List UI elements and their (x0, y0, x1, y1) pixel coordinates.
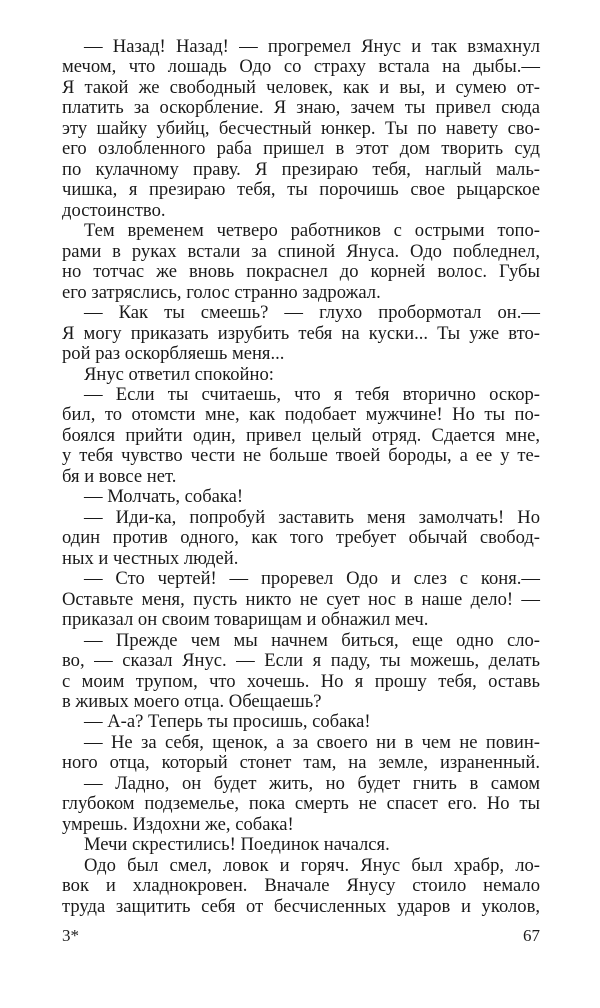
text-line: его затряслись, голос странно задрожал. (62, 281, 381, 303)
text-line: — Ладно, он будет жить, но будет гнить в самом (84, 772, 540, 794)
text-line: Тем временем четверо работников с острыми топо- (84, 220, 540, 242)
signature-mark: 3* (62, 926, 79, 945)
text-line: в живых моего отца. Обещаешь? (62, 691, 322, 712)
text-line: Янус ответил спокойно: (84, 363, 274, 385)
text-line: — Прежде чем мы начнем биться, еще одно сло- (84, 629, 540, 651)
text-line: — Как ты смеешь? — глухо пробормотал он.— (84, 302, 540, 324)
text-line: его озлобленного раба пришел в этот дом творить суд (62, 138, 540, 160)
text-line: — Не за себя, щенок, а за своего ни в чем не повин- (84, 731, 540, 753)
text-line: умрешь. Издохни же, собака! (62, 813, 294, 835)
text-line: чишка, я презираю тебя, ты порочишь свое рыцарское (62, 179, 540, 201)
text-line: глубоком подземелье, пока смерть не спасет его. Но ты (62, 793, 540, 815)
text-line: платить за оскорбление. Я знаю, зачем ты привел сюда (62, 97, 540, 119)
text-line: один против одного, как того требует обычай свобод- (62, 527, 540, 549)
text-line: достоинство. (62, 199, 166, 221)
text-line: рами в руках встали за спиной Януса. Одо побледнел, (62, 240, 540, 262)
text-line: ного отца, который стонет там, на земле, израненный. (62, 752, 540, 774)
text-line: — Если ты считаешь, что я тебя вторично оскор- (84, 383, 540, 405)
text-line: труда защитить себя от бесчисленных ударов и уколов, (62, 895, 540, 917)
text-line: у тебя чувство чести не больше твоей бороды, а ее у те- (62, 445, 540, 467)
text-line: Мечи скрестились! Поединок начался. (84, 834, 390, 856)
text-line: — Сто чертей! — проревел Одо и слез с коня.— (84, 568, 540, 590)
text-line: — Молчать, собака! (84, 486, 244, 508)
text-line: эту шайку убийц, бесчестный юнкер. Ты по навету сво- (62, 117, 540, 139)
text-line: мечом, что лошадь Одо со страху встала на дыбы.— (62, 56, 540, 78)
text-line: вок и хладнокровен. Вначале Янусу стоило немало (62, 875, 540, 897)
page-body-text (62, 37, 540, 917)
text-line: — Назад! Назад! — прогремел Янус и так взмахнул (84, 36, 540, 57)
text-line: по кулачному праву. Я презираю тебя, наглый маль- (62, 158, 540, 180)
page-number: 67 (523, 926, 540, 945)
text-line: бя и вовсе нет. (62, 465, 177, 487)
text-line: во, — сказал Янус. — Если я паду, ты можешь, делать (62, 650, 540, 672)
text-line: Я такой же свободный человек, как и вы, и сумею от- (62, 76, 540, 98)
text-line: — А-а? Теперь ты просишь, собака! (84, 711, 371, 733)
text-line: бил, то отомсти мне, как подобает мужчине! Но ты по- (62, 404, 540, 426)
text-line: боялся прийти один, привел целый отряд. Сдается мне, (62, 424, 540, 446)
text-line: но тотчас же вновь покраснел до корней волос. Губы (62, 261, 540, 283)
text-line: — Иди-ка, попробуй заставить меня замолчать! Но (84, 506, 540, 528)
text-line: Я могу приказать изрубить тебя на куски... Ты уже вто- (62, 322, 540, 344)
text-line: Оставьте меня, пусть никто не сует нос в наше дело! — (62, 588, 540, 610)
text-line: Одо был смел, ловок и горяч. Янус был храбр, ло- (84, 854, 540, 876)
text-line: рой раз оскорбляешь меня... (62, 343, 285, 365)
text-line: ных и честных людей. (62, 547, 239, 569)
text-line: приказал он своим товарищам и обнажил меч. (62, 609, 429, 631)
text-line: с моим трупом, что хочешь. Но я прошу тебя, оставь (62, 670, 540, 692)
